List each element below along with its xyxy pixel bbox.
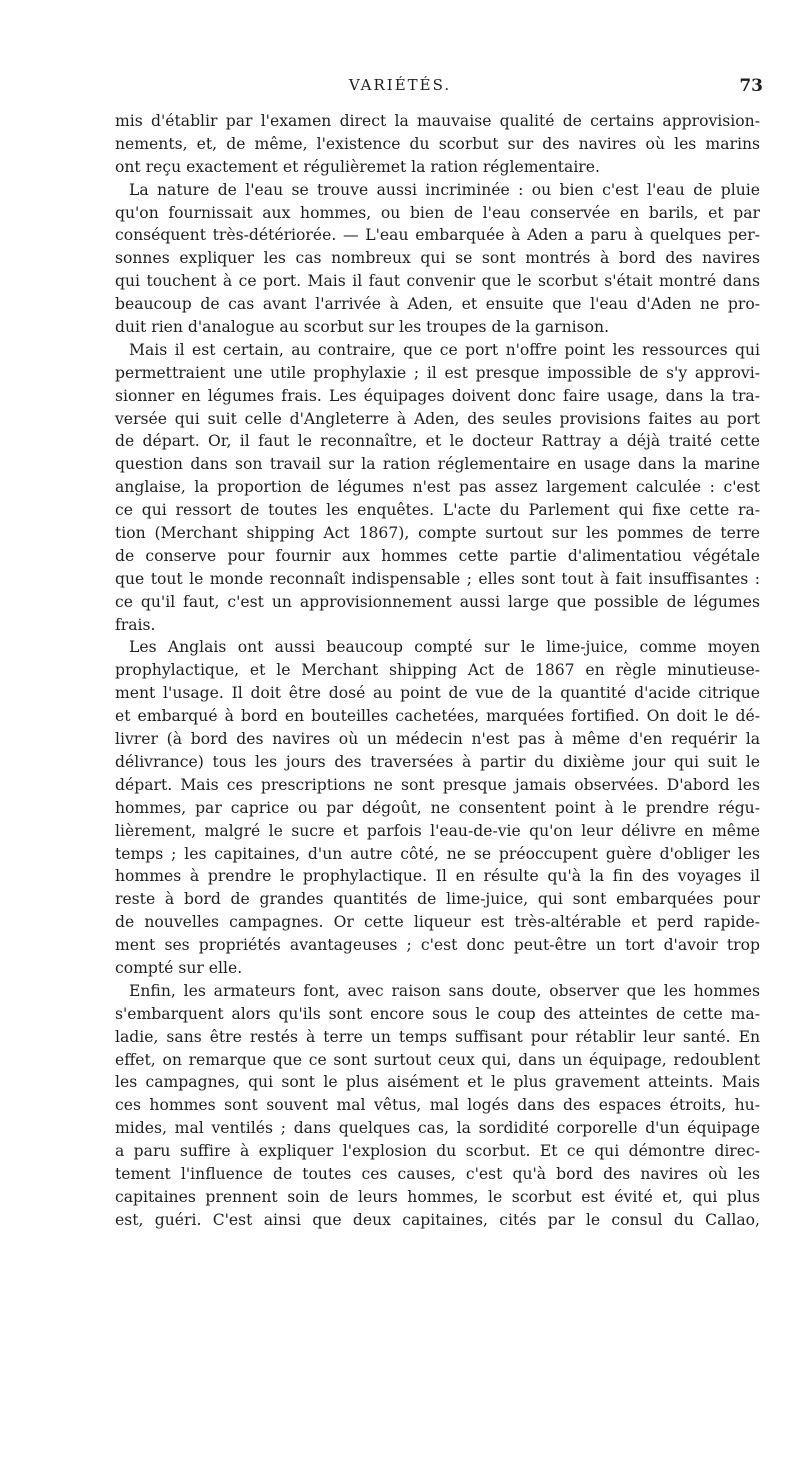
text-line: qui touchent à ce port. Mais il faut convenir que le scorbut s'était montré dans xyxy=(115,272,760,291)
text-line: Les Anglais ont aussi beaucoup compté sur le lime-juice, comme moyen xyxy=(129,638,760,657)
running-title: VARIÉTÉS. xyxy=(348,76,452,94)
text-line: de conserve pour fournir aux hommes cette partie d'alimentatiou végétale xyxy=(115,546,760,565)
body-text xyxy=(115,110,760,1232)
text-line: anglaise, la proportion de légumes n'est pas assez largement calculée : c'est xyxy=(115,478,760,497)
text-line: de nouvelles campagnes. Or cette liqueur est très-altérable et perd rapide- xyxy=(115,913,760,932)
text-line: capitaines prennent soin de leurs hommes, le scorbut est évité et, qui plus xyxy=(115,1187,760,1206)
text-line: ces hommes sont souvent mal vêtus, mal logés dans des espaces étroits, hu- xyxy=(115,1096,760,1115)
text-line: reste à bord de grandes quantités de lime-juice, qui sont embarquées pour xyxy=(115,890,760,909)
text-line: mides, mal ventilés ; dans quelques cas, la sordidité corporelle d'un équipage xyxy=(115,1119,760,1138)
text-line: et embarqué à bord en bouteilles cachetées, marquées fortified. On doit le dé- xyxy=(115,707,760,726)
text-line: hommes à prendre le prophylactique. Il en résulte qu'à la fin des voyages il xyxy=(115,867,760,886)
text-line: les campagnes, qui sont le plus aisément et le plus gravement atteints. Mais xyxy=(115,1073,760,1092)
text-line: livrer (à bord des navires où un médecin n'est pas à même d'en requérir la xyxy=(115,730,760,749)
text-line: sonnes expliquer les cas nombreux qui se sont montrés à bord des navires xyxy=(115,249,760,268)
text-line: tement l'influence de toutes ces causes, c'est qu'à bord des navires où les xyxy=(115,1164,760,1183)
text-line: départ. Mais ces prescriptions ne sont presque jamais observées. D'abord les xyxy=(115,775,760,794)
text-line: Mais il est certain, au contraire, que ce port n'offre point les ressources qui xyxy=(129,340,760,359)
text-line: conséquent très-détériorée. — L'eau embarquée à Aden a paru à quelques per- xyxy=(115,226,760,245)
text-line: lièrement, malgré le sucre et parfois l'eau-de-vie qu'on leur délivre en même xyxy=(115,821,760,840)
text-line: nements, et, de même, l'existence du scorbut sur des navires où les marins xyxy=(115,134,760,153)
text-line: ce qu'il faut, c'est un approvisionnement aussi large que possible de légumes xyxy=(115,592,760,611)
text-line: Enfin, les armateurs font, avec raison sans doute, observer que les hommes xyxy=(129,981,760,1000)
text-line: hommes, par caprice ou par dégoût, ne consentent point à le prendre régu- xyxy=(115,798,760,817)
text-line: frais. xyxy=(115,615,156,634)
text-line: a paru suffire à expliquer l'explosion du scorbut. Et ce qui démontre direc- xyxy=(115,1142,760,1161)
text-line: prophylactique, et le Merchant shipping Act de 1867 en règle minutieuse- xyxy=(115,661,760,680)
text-line: duit rien d'analogue au scorbut sur les troupes de la garnison. xyxy=(115,318,610,337)
text-line: qu'on fournissait aux hommes, ou bien de l'eau conservée en barils, et par xyxy=(115,203,760,222)
text-line: que tout le monde reconnaît indispensable ; elles sont tout à fait insuffisantes : xyxy=(115,569,760,588)
text-line: ment l'usage. Il doit être dosé au point de vue de la quantité d'acide citrique xyxy=(115,684,760,703)
text-line: temps ; les capitaines, d'un autre côté, ne se préoccupent guère d'obliger les xyxy=(115,844,760,863)
text-line: de départ. Or, il faut le reconnaître, et le docteur Rattray a déjà traité cette xyxy=(115,432,760,451)
text-line: ont reçu exactement et régulièremet la ration réglementaire. xyxy=(115,157,600,176)
text-line: versée qui suit celle d'Angleterre à Aden, des seules provisions faites au port xyxy=(115,409,760,428)
text-line: effet, on remarque que ce sont surtout ceux qui, dans un équipage, redoublent xyxy=(115,1050,760,1069)
text-line: est, guéri. C'est ainsi que deux capitaines, cités par le consul du Callao, xyxy=(115,1210,760,1229)
text-line: compté sur elle. xyxy=(115,958,243,977)
page-number: 73 xyxy=(739,76,763,96)
text-line: beaucoup de cas avant l'arrivée à Aden, et ensuite que l'eau d'Aden ne pro- xyxy=(115,295,760,314)
text-line: La nature de l'eau se trouve aussi incriminée : ou bien c'est l'eau de pluie xyxy=(129,180,760,199)
text-line: délivrance) tous les jours des traversées à partir du dixième jour qui suit le xyxy=(115,752,760,771)
text-line: ment ses propriétés avantageuses ; c'est donc peut-être un tort d'avoir trop xyxy=(115,936,760,955)
text-line: tion (Merchant shipping Act 1867), compte surtout sur les pommes de terre xyxy=(115,524,760,543)
page-header xyxy=(110,76,763,104)
text-line: ladie, sans être restés à terre un temps suffisant pour rétablir leur santé. En xyxy=(115,1027,760,1046)
text-line: permettraient une utile prophylaxie ; il est presque impossible de s'y approvi- xyxy=(115,363,760,382)
text-line: ce qui ressort de toutes les enquêtes. L'acte du Parlement qui fixe cette ra- xyxy=(115,501,760,520)
text-line: mis d'établir par l'examen direct la mauvaise qualité de certains approvision- xyxy=(115,112,760,130)
text-line: question dans son travail sur la ration réglementaire en usage dans la marine xyxy=(115,455,760,474)
text-line: sionner en légumes frais. Les équipages doivent donc faire usage, dans la tra- xyxy=(115,386,760,405)
text-line: s'embarquent alors qu'ils sont encore sous le coup des atteintes de cette ma- xyxy=(115,1004,760,1023)
